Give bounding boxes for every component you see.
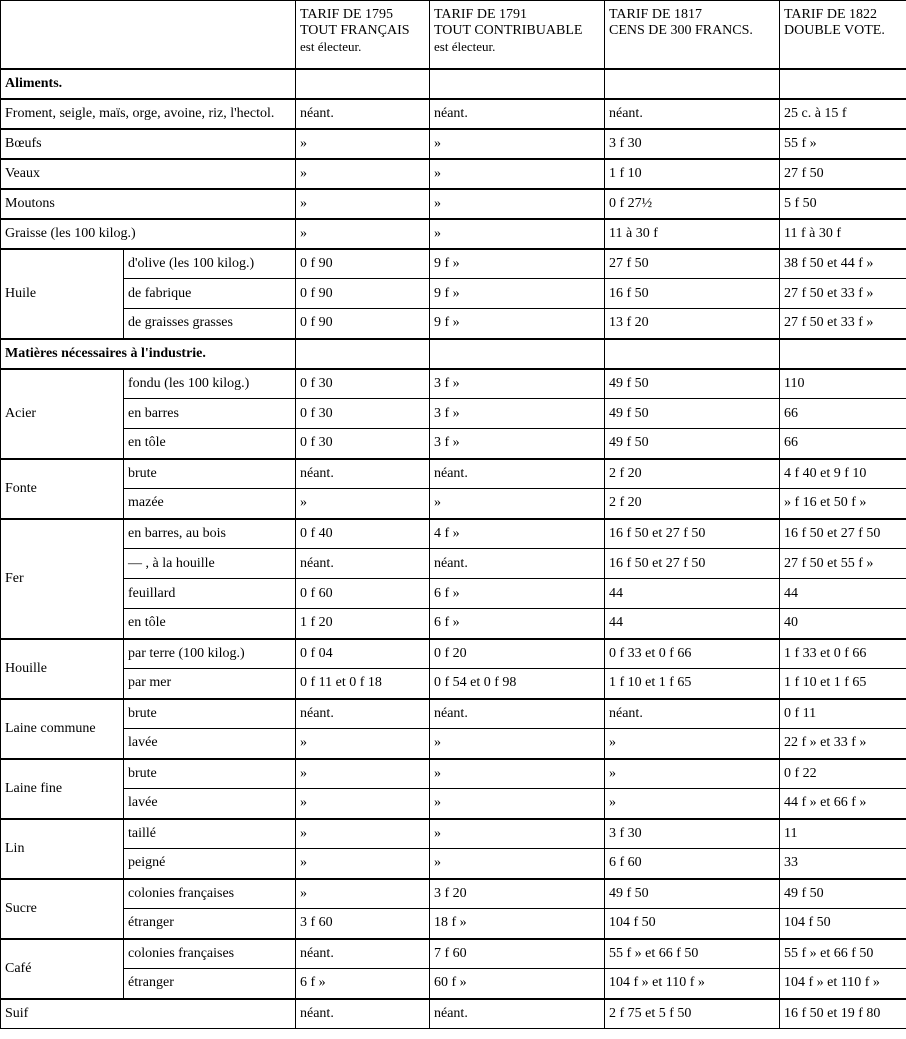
tariff-cell: 0 f 11 bbox=[780, 699, 906, 729]
sub-item-label: étranger bbox=[124, 969, 296, 999]
tariff-cell: 0 f 90 bbox=[296, 309, 430, 339]
table-row bbox=[1, 669, 906, 699]
tariff-cell: 1 f 10 et 1 f 65 bbox=[605, 669, 780, 699]
table-row bbox=[1, 849, 906, 879]
tariff-cell: 27 f 50 et 33 f » bbox=[780, 309, 906, 339]
item-label: Moutons bbox=[1, 189, 296, 219]
group-label: Laine fine bbox=[1, 759, 124, 819]
sub-item-label: par terre (100 kilog.) bbox=[124, 639, 296, 669]
tariff-cell: 0 f 11 et 0 f 18 bbox=[296, 669, 430, 699]
tariff-cell: néant. bbox=[296, 699, 430, 729]
tariff-cell: néant. bbox=[430, 459, 605, 489]
tariff-cell: 16 f 50 et 27 f 50 bbox=[605, 549, 780, 579]
tariff-cell: 27 f 50 et 33 f » bbox=[780, 279, 906, 309]
header-1791 bbox=[430, 1, 605, 69]
group-label: Fer bbox=[1, 519, 124, 639]
table-row bbox=[1, 639, 906, 669]
tariff-cell: 3 f 30 bbox=[605, 129, 780, 159]
sub-item-label: brute bbox=[124, 699, 296, 729]
tariff-cell: » bbox=[296, 789, 430, 819]
tariff-cell: 49 f 50 bbox=[605, 879, 780, 909]
sub-item-label: étranger bbox=[124, 909, 296, 939]
tariff-cell: » bbox=[430, 759, 605, 789]
tariff-cell: » f 16 et 50 f » bbox=[780, 489, 906, 519]
tariff-cell: 40 bbox=[780, 609, 906, 639]
table-row bbox=[1, 129, 906, 159]
table-row bbox=[1, 159, 906, 189]
tariff-cell: 0 f 22 bbox=[780, 759, 906, 789]
tariff-cell: 3 f 30 bbox=[605, 819, 780, 849]
empty-cell bbox=[430, 69, 605, 99]
item-label: Suif bbox=[1, 999, 296, 1029]
header-corner-cell bbox=[1, 1, 296, 69]
table-row bbox=[1, 309, 906, 339]
tariff-cell: » bbox=[296, 219, 430, 249]
tariff-cell: 2 f 20 bbox=[605, 459, 780, 489]
tariff-cell: 104 f 50 bbox=[780, 909, 906, 939]
sub-item-label: en tôle bbox=[124, 429, 296, 459]
table-row bbox=[1, 249, 906, 279]
tariff-cell: 16 f 50 et 27 f 50 bbox=[605, 519, 780, 549]
tariff-cell: 44 bbox=[605, 609, 780, 639]
table-row bbox=[1, 759, 906, 789]
group-label: Fonte bbox=[1, 459, 124, 519]
tariff-cell: » bbox=[430, 489, 605, 519]
tariff-cell: néant. bbox=[605, 99, 780, 129]
tariff-cell: » bbox=[605, 789, 780, 819]
tariff-cell: 2 f 75 et 5 f 50 bbox=[605, 999, 780, 1029]
tariff-cell: néant. bbox=[296, 459, 430, 489]
header-row bbox=[1, 1, 906, 69]
empty-cell bbox=[605, 69, 780, 99]
group-label: Lin bbox=[1, 819, 124, 879]
sub-item-label: colonies françaises bbox=[124, 879, 296, 909]
tariff-cell: 6 f » bbox=[430, 609, 605, 639]
item-label: Graisse (les 100 kilog.) bbox=[1, 219, 296, 249]
tariff-cell: » bbox=[430, 729, 605, 759]
tariff-cell: » bbox=[430, 849, 605, 879]
tariff-cell: » bbox=[605, 759, 780, 789]
tariff-cell: 0 f 20 bbox=[430, 639, 605, 669]
tariff-cell: 11 f à 30 f bbox=[780, 219, 906, 249]
table-row bbox=[1, 939, 906, 969]
tariff-cell: 49 f 50 bbox=[780, 879, 906, 909]
tariff-cell: 0 f 90 bbox=[296, 279, 430, 309]
tariff-cell: 27 f 50 et 55 f » bbox=[780, 549, 906, 579]
tariff-cell: 38 f 50 et 44 f » bbox=[780, 249, 906, 279]
tariff-cell: 4 f » bbox=[430, 519, 605, 549]
tariff-cell: 3 f 20 bbox=[430, 879, 605, 909]
table-row bbox=[1, 729, 906, 759]
tariff-cell: 22 f » et 33 f » bbox=[780, 729, 906, 759]
tariff-cell: 0 f 40 bbox=[296, 519, 430, 549]
tariff-cell: 16 f 50 et 19 f 80 bbox=[780, 999, 906, 1029]
tariff-cell: » bbox=[296, 159, 430, 189]
tariff-cell: 3 f 60 bbox=[296, 909, 430, 939]
tariff-cell: » bbox=[296, 129, 430, 159]
tariff-cell: 7 f 60 bbox=[430, 939, 605, 969]
sub-item-label: peigné bbox=[124, 849, 296, 879]
empty-cell bbox=[780, 69, 906, 99]
tariff-cell: néant. bbox=[430, 99, 605, 129]
tariff-cell: 33 bbox=[780, 849, 906, 879]
tariff-cell: » bbox=[430, 789, 605, 819]
header-1817 bbox=[605, 1, 780, 69]
tariff-cell: 66 bbox=[780, 429, 906, 459]
sub-item-label: brute bbox=[124, 759, 296, 789]
tariff-cell: » bbox=[430, 219, 605, 249]
sub-item-label: de graisses grasses bbox=[124, 309, 296, 339]
tariff-cell: 0 f 60 bbox=[296, 579, 430, 609]
sub-item-label: mazée bbox=[124, 489, 296, 519]
table-row bbox=[1, 909, 906, 939]
header-subtitle: TOUT CONTRIBUABLE bbox=[434, 23, 583, 38]
empty-cell bbox=[605, 339, 780, 369]
header-1822 bbox=[780, 1, 906, 69]
sub-item-label: lavée bbox=[124, 789, 296, 819]
header-title: TARIF DE 1795 bbox=[300, 7, 393, 22]
header-note: est électeur. bbox=[300, 39, 362, 54]
tariff-cell: 25 c. à 15 f bbox=[780, 99, 906, 129]
tariff-cell: 6 f » bbox=[430, 579, 605, 609]
section-row bbox=[1, 69, 906, 99]
item-label: Bœufs bbox=[1, 129, 296, 159]
table-row bbox=[1, 819, 906, 849]
empty-cell bbox=[780, 339, 906, 369]
tariff-cell: 49 f 50 bbox=[605, 369, 780, 399]
header-title: TARIF DE 1817 bbox=[609, 7, 702, 22]
header-title: TARIF DE 1791 bbox=[434, 7, 527, 22]
header-1795 bbox=[296, 1, 430, 69]
empty-cell bbox=[296, 339, 430, 369]
tariff-cell: 49 f 50 bbox=[605, 399, 780, 429]
tariff-cell: 9 f » bbox=[430, 309, 605, 339]
item-label: Froment, seigle, maïs, orge, avoine, riz, l'hectol. bbox=[1, 99, 296, 129]
tariff-cell: néant. bbox=[296, 99, 430, 129]
header-subtitle: DOUBLE VOTE. bbox=[784, 23, 885, 38]
table-row bbox=[1, 459, 906, 489]
group-label: Café bbox=[1, 939, 124, 999]
tariff-cell: » bbox=[430, 159, 605, 189]
sub-item-label: — , à la houille bbox=[124, 549, 296, 579]
tariff-cell: 0 f 30 bbox=[296, 429, 430, 459]
tariff-cell: 0 f 90 bbox=[296, 249, 430, 279]
section-title: Aliments. bbox=[1, 69, 296, 99]
header-subtitle: TOUT FRANÇAIS bbox=[300, 23, 410, 38]
tariff-cell: 104 f » et 110 f » bbox=[605, 969, 780, 999]
table-row bbox=[1, 999, 906, 1029]
header-subtitle: CENS DE 300 FRANCS. bbox=[609, 23, 753, 38]
tariff-cell: » bbox=[296, 849, 430, 879]
tariff-cell: 3 f » bbox=[430, 399, 605, 429]
tariff-cell: 44 f » et 66 f » bbox=[780, 789, 906, 819]
tariff-cell: 0 f 04 bbox=[296, 639, 430, 669]
tariff-cell: 9 f » bbox=[430, 249, 605, 279]
sub-item-label: en tôle bbox=[124, 609, 296, 639]
table-row bbox=[1, 609, 906, 639]
tariff-cell: 3 f » bbox=[430, 429, 605, 459]
tariff-cell: 0 f 30 bbox=[296, 369, 430, 399]
tariff-cell: 1 f 10 bbox=[605, 159, 780, 189]
tariff-cell: 3 f » bbox=[430, 369, 605, 399]
tariff-cell: néant. bbox=[430, 699, 605, 729]
tariff-cell: 9 f » bbox=[430, 279, 605, 309]
table-row bbox=[1, 219, 906, 249]
tariff-cell: 6 f 60 bbox=[605, 849, 780, 879]
sub-item-label: brute bbox=[124, 459, 296, 489]
tariff-cell: 55 f » et 66 f 50 bbox=[780, 939, 906, 969]
tariff-cell: néant. bbox=[296, 999, 430, 1029]
table-row bbox=[1, 579, 906, 609]
sub-item-label: en barres, au bois bbox=[124, 519, 296, 549]
tariff-cell: 49 f 50 bbox=[605, 429, 780, 459]
empty-cell bbox=[430, 339, 605, 369]
table-row bbox=[1, 429, 906, 459]
tariff-cell: 16 f 50 et 27 f 50 bbox=[780, 519, 906, 549]
tariff-cell: » bbox=[430, 819, 605, 849]
table-row bbox=[1, 189, 906, 219]
tariff-cell: 0 f 30 bbox=[296, 399, 430, 429]
tariff-cell: 1 f 33 et 0 f 66 bbox=[780, 639, 906, 669]
table-row bbox=[1, 399, 906, 429]
tariff-cell: 27 f 50 bbox=[780, 159, 906, 189]
table-row bbox=[1, 879, 906, 909]
sub-item-label: par mer bbox=[124, 669, 296, 699]
sub-item-label: en barres bbox=[124, 399, 296, 429]
tariff-cell: 4 f 40 et 9 f 10 bbox=[780, 459, 906, 489]
table-row bbox=[1, 99, 906, 129]
group-label: Huile bbox=[1, 249, 124, 339]
table-row bbox=[1, 699, 906, 729]
tariff-cell: » bbox=[605, 729, 780, 759]
tariff-cell: » bbox=[296, 189, 430, 219]
tariff-cell: 13 f 20 bbox=[605, 309, 780, 339]
item-label: Veaux bbox=[1, 159, 296, 189]
tariff-cell: néant. bbox=[430, 549, 605, 579]
tariff-cell: 2 f 20 bbox=[605, 489, 780, 519]
tariff-cell: 110 bbox=[780, 369, 906, 399]
tariff-cell: 60 f » bbox=[430, 969, 605, 999]
tariff-cell: 104 f 50 bbox=[605, 909, 780, 939]
section-title: Matières nécessaires à l'industrie. bbox=[1, 339, 296, 369]
sub-item-label: de fabrique bbox=[124, 279, 296, 309]
tariff-cell: » bbox=[296, 489, 430, 519]
table-row bbox=[1, 789, 906, 819]
tariff-cell: » bbox=[430, 129, 605, 159]
group-label: Laine commune bbox=[1, 699, 124, 759]
tariff-cell: 44 bbox=[605, 579, 780, 609]
tariff-cell: » bbox=[296, 729, 430, 759]
tariff-cell: 18 f » bbox=[430, 909, 605, 939]
tariff-cell: 0 f 33 et 0 f 66 bbox=[605, 639, 780, 669]
tariff-cell: 104 f » et 110 f » bbox=[780, 969, 906, 999]
table-row bbox=[1, 549, 906, 579]
tariff-cell: 0 f 54 et 0 f 98 bbox=[430, 669, 605, 699]
tariff-cell: 11 à 30 f bbox=[605, 219, 780, 249]
tariff-cell: 0 f 27½ bbox=[605, 189, 780, 219]
section-row bbox=[1, 339, 906, 369]
sub-item-label: fondu (les 100 kilog.) bbox=[124, 369, 296, 399]
tariff-cell: néant. bbox=[605, 699, 780, 729]
tariff-cell: néant. bbox=[430, 999, 605, 1029]
tariff-cell: » bbox=[296, 759, 430, 789]
sub-item-label: lavée bbox=[124, 729, 296, 759]
sub-item-label: d'olive (les 100 kilog.) bbox=[124, 249, 296, 279]
group-label: Sucre bbox=[1, 879, 124, 939]
tariff-cell: néant. bbox=[296, 549, 430, 579]
tariff-cell: 11 bbox=[780, 819, 906, 849]
table-row bbox=[1, 279, 906, 309]
group-label: Acier bbox=[1, 369, 124, 459]
empty-cell bbox=[296, 69, 430, 99]
tariff-cell: 27 f 50 bbox=[605, 249, 780, 279]
sub-item-label: feuillard bbox=[124, 579, 296, 609]
tariff-cell: 5 f 50 bbox=[780, 189, 906, 219]
table-row bbox=[1, 489, 906, 519]
tariff-cell: 16 f 50 bbox=[605, 279, 780, 309]
tariff-cell: 44 bbox=[780, 579, 906, 609]
header-note: est électeur. bbox=[434, 39, 496, 54]
header-title: TARIF DE 1822 bbox=[784, 7, 877, 22]
tariff-cell: néant. bbox=[296, 939, 430, 969]
tariff-cell: » bbox=[296, 819, 430, 849]
tariff-cell: 1 f 10 et 1 f 65 bbox=[780, 669, 906, 699]
tariff-cell: 6 f » bbox=[296, 969, 430, 999]
tariff-cell: » bbox=[296, 879, 430, 909]
table-row bbox=[1, 969, 906, 999]
tariff-cell: 66 bbox=[780, 399, 906, 429]
tariff-cell: 1 f 20 bbox=[296, 609, 430, 639]
sub-item-label: taillé bbox=[124, 819, 296, 849]
sub-item-label: colonies françaises bbox=[124, 939, 296, 969]
tariff-cell: 55 f » et 66 f 50 bbox=[605, 939, 780, 969]
tariff-cell: » bbox=[430, 189, 605, 219]
tariff-cell: 55 f » bbox=[780, 129, 906, 159]
table-row bbox=[1, 519, 906, 549]
table-row bbox=[1, 369, 906, 399]
group-label: Houille bbox=[1, 639, 124, 699]
